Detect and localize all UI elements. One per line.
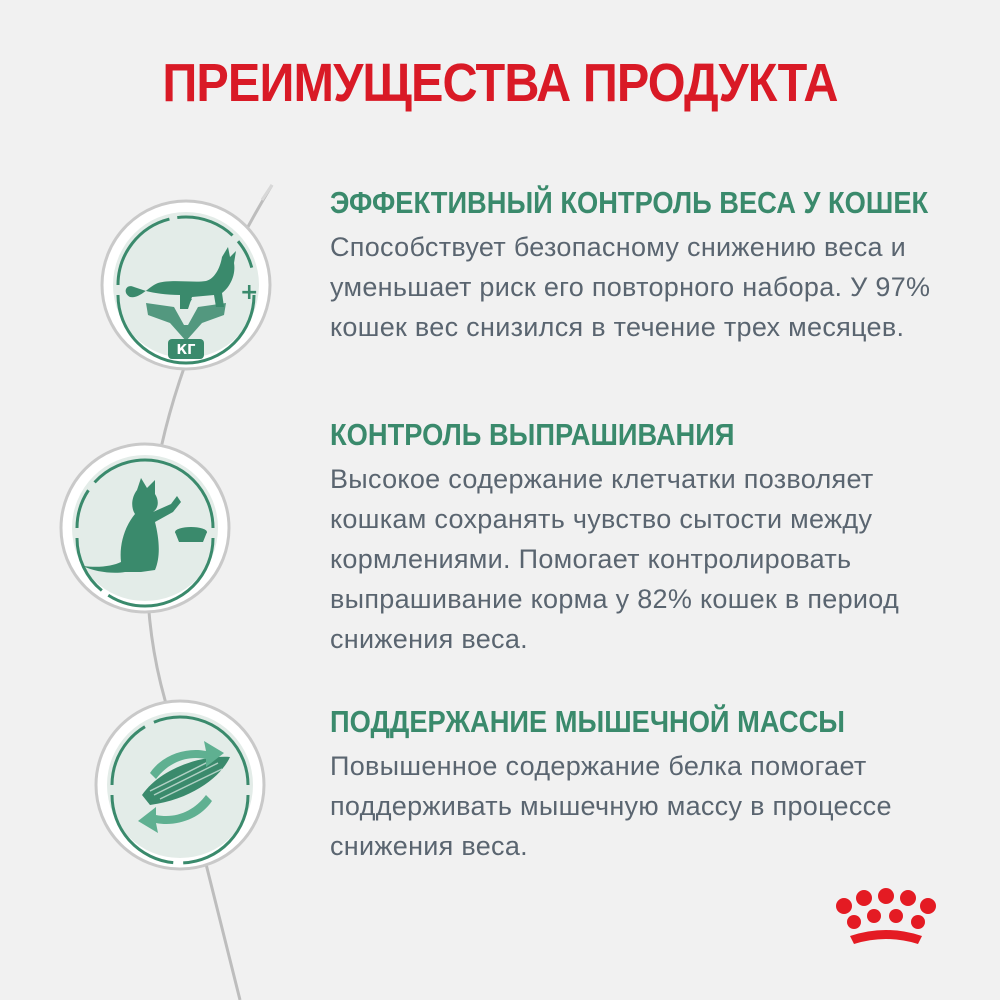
benefit-muscle-mass bbox=[330, 704, 950, 866]
muscle-arrows-icon bbox=[90, 695, 270, 875]
benefit-text: Способствует безопасному снижению веса и уменьшает риск его повторного набора. У 97% кошек вес снизился в течение трех месяцев. bbox=[330, 232, 931, 342]
benefit-text: Повышенное содержание белка помогает поддерживать мышечную массу в процессе снижения веса. bbox=[330, 751, 892, 861]
plus-sign: + bbox=[240, 280, 259, 305]
benefit-title: КОНТРОЛЬ ВЫПРАШИВАНИЯ bbox=[330, 417, 735, 452]
benefit-begging-control bbox=[330, 417, 950, 659]
cat-weight-scale-icon bbox=[96, 195, 276, 375]
royal-crown-icon bbox=[830, 888, 940, 950]
benefit-title: ПОДДЕРЖАНИЕ МЫШЕЧНОЙ МАССЫ bbox=[330, 704, 845, 739]
benefit-weight-control bbox=[330, 185, 950, 347]
benefit-title: ЭФФЕКТИВНЫЙ КОНТРОЛЬ ВЕСА У КОШЕК bbox=[330, 185, 929, 220]
cat-begging-bowl-icon bbox=[55, 438, 235, 618]
page-title: ПРЕИМУЩЕСТВА ПРОДУКТА bbox=[162, 53, 838, 113]
benefit-text: Высокое содержание клетчатки позволяет кошкам сохранять чувство сытости между кормлениями. Помогает контролировать выпрашивание корма у 82% кошек в период снижения веса. bbox=[330, 464, 900, 654]
kg-label: КГ bbox=[176, 343, 196, 358]
minus-sign: − bbox=[126, 280, 143, 304]
